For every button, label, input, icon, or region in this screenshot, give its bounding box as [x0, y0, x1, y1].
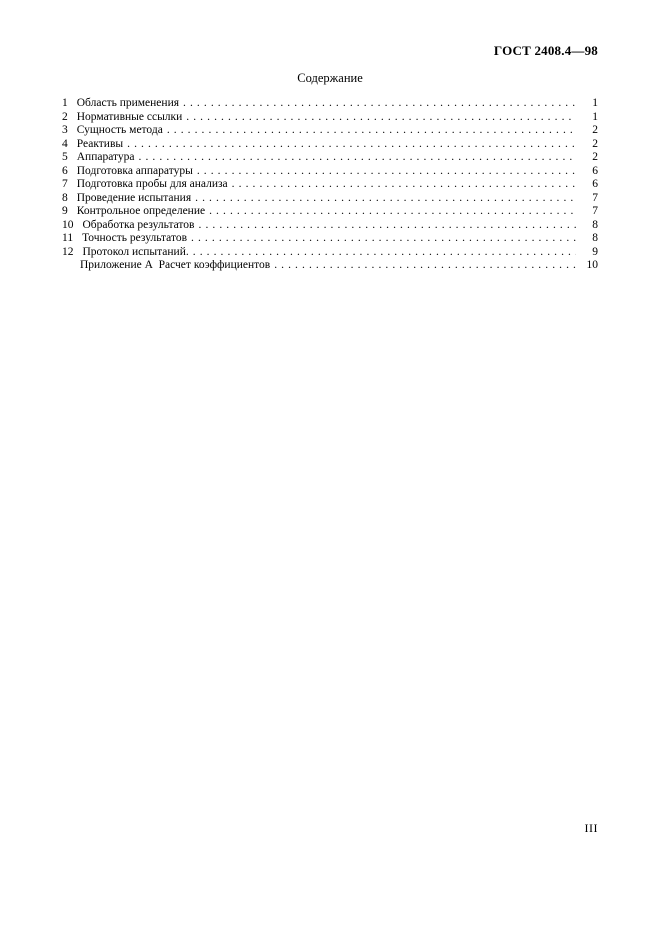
toc-leader-dots	[191, 232, 576, 246]
toc-entry-label: Реактивы	[76, 137, 124, 150]
toc-entry-number: 5	[62, 151, 68, 163]
toc-entry-page: 7	[592, 191, 598, 204]
toc-entry-page: 8	[592, 218, 598, 231]
toc-entry	[62, 205, 598, 219]
toc-entry	[62, 246, 598, 260]
toc-entry-number: 3	[62, 124, 68, 136]
toc-leader-dots	[199, 219, 577, 233]
toc-entry-page: 10	[586, 259, 598, 271]
toc-entry	[62, 192, 598, 206]
toc-entry	[62, 124, 598, 138]
toc-entry	[62, 111, 598, 125]
toc-entry-page: 2	[592, 124, 598, 136]
toc-entry	[62, 165, 598, 179]
toc-leader-dots	[193, 246, 576, 260]
toc-entry-number: 12	[62, 245, 74, 258]
toc-entry	[62, 151, 598, 165]
toc-entry	[62, 232, 598, 246]
toc-entry-label: Протокол испытаний.	[82, 245, 189, 258]
toc-entry-label: Точность результатов	[82, 232, 188, 244]
toc-entry-number: 8	[62, 191, 68, 204]
toc-leader-dots	[186, 111, 576, 125]
toc-title: Содержание	[297, 71, 363, 85]
toc-entry-number: 1	[62, 97, 68, 109]
page-content	[62, 0, 598, 273]
toc-leader-dots	[127, 138, 576, 152]
toc-entry-page: 6	[592, 178, 598, 190]
toc-entry-page: 2	[592, 137, 598, 150]
toc-entry-page: 2	[592, 151, 598, 163]
toc-entry-label: Нормативные ссылки	[76, 110, 183, 123]
toc-entry-label: Проведение испытания	[76, 191, 192, 204]
toc-entry-number: 2	[62, 110, 68, 123]
toc-entry	[62, 97, 598, 111]
toc-entry-page: 6	[592, 164, 598, 177]
toc-leader-dots	[232, 178, 576, 192]
toc-entry-label: Обработка результатов	[82, 218, 195, 231]
toc-leader-dots	[195, 192, 576, 206]
toc-leader-dots	[167, 124, 576, 138]
toc-leader-dots	[197, 165, 576, 179]
toc-entry-number: 6	[62, 164, 68, 177]
toc-entry-number: 7	[62, 178, 68, 190]
toc-entry-page: 7	[592, 205, 598, 217]
toc-leader-dots	[183, 97, 576, 111]
toc-entry-number: 4	[62, 137, 68, 150]
toc-leader-dots	[209, 205, 576, 219]
toc-leader-dots	[274, 259, 576, 273]
toc-entry-label: Подготовка аппаратуры	[76, 164, 193, 177]
toc-entry	[62, 138, 598, 152]
document-code: ГОСТ 2408.4—98	[493, 43, 598, 58]
toc-entry-label: Контрольное определение	[76, 205, 206, 217]
toc-entry	[62, 178, 598, 192]
toc-entry-number: 9	[62, 205, 68, 217]
toc-entry-number: 11	[62, 232, 74, 244]
toc-entry-label: Аппаратура	[76, 151, 135, 163]
page-number: III	[584, 821, 598, 835]
toc-list	[62, 97, 598, 273]
toc-entry-page: 1	[592, 97, 598, 109]
toc-entry	[62, 259, 598, 273]
toc-entry-number: 10	[62, 218, 74, 231]
toc-entry-page: 9	[592, 245, 598, 258]
toc-entry-label: Область применения	[76, 97, 180, 109]
toc-leader-dots	[139, 151, 576, 165]
toc-entry-page: 8	[592, 232, 598, 244]
toc-entry	[62, 219, 598, 233]
toc-entry-label: Сущность метода	[76, 124, 163, 136]
toc-entry-label: Подготовка пробы для анализа	[76, 178, 228, 190]
toc-entry-page: 1	[592, 110, 598, 123]
toc-entry-label: Приложение А Расчет коэффициентов	[80, 259, 271, 271]
